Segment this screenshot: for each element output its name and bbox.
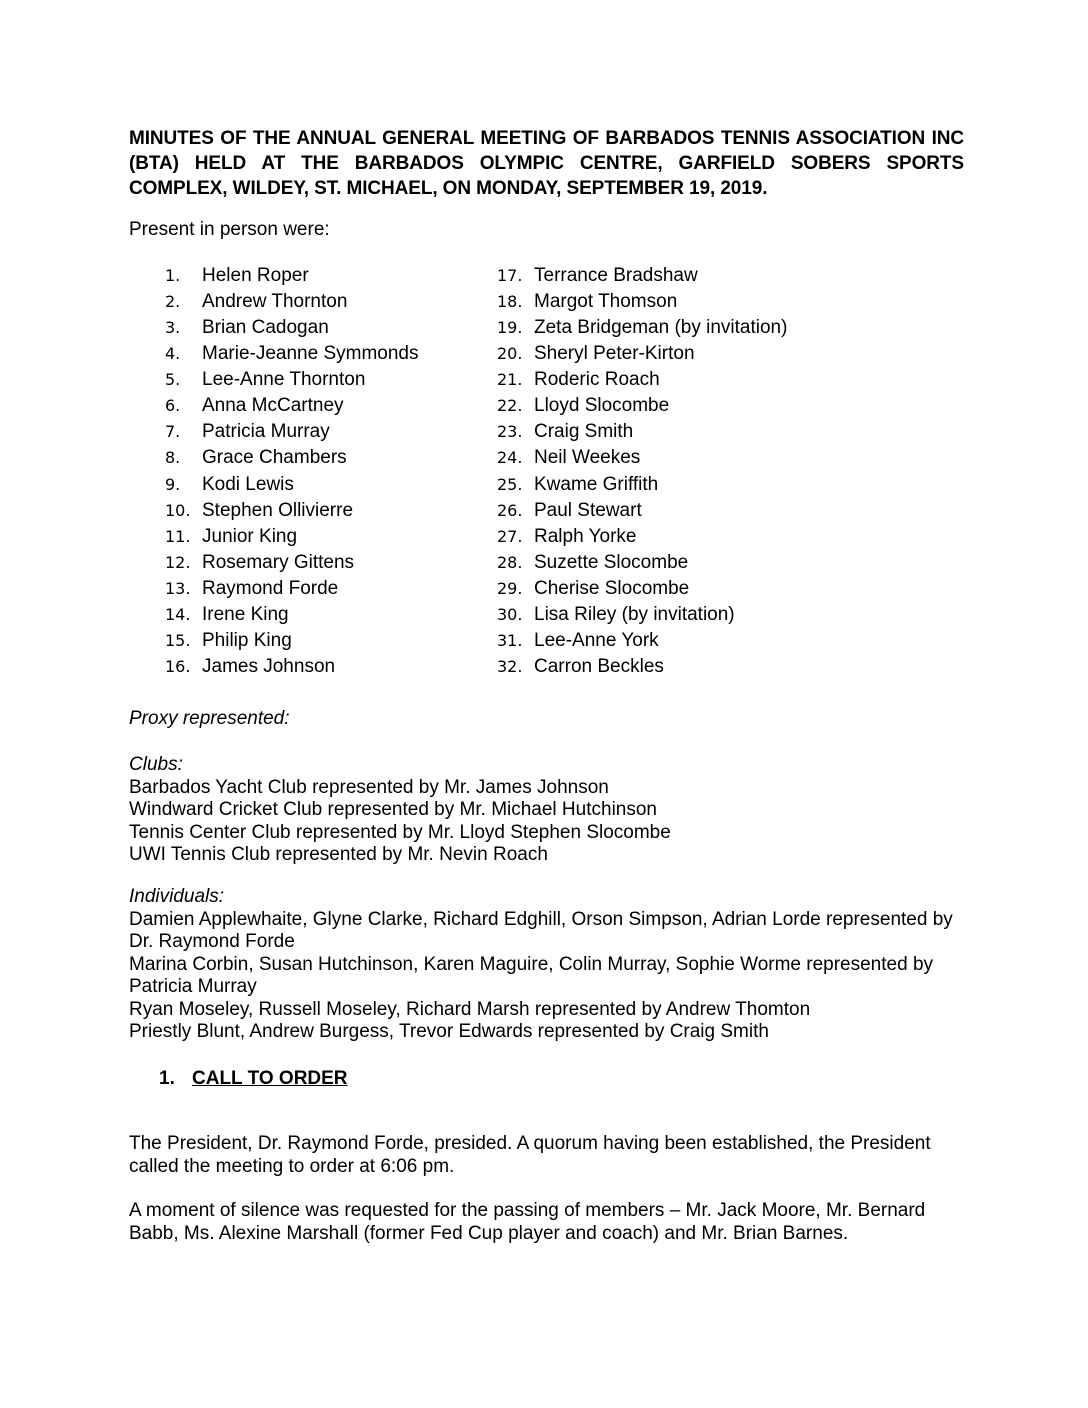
list-item [165,264,418,290]
list-item [497,368,787,394]
list-item [165,577,418,603]
clubs-section [129,754,969,867]
individual-proxy-line: Priestly Blunt, Andrew Burgess, Trevor Edwards represented by Craig Smith [129,1021,769,1042]
list-item [165,525,418,551]
section-heading-call-to-order [159,1068,348,1090]
attendee-name: Kodi Lewis [202,473,294,495]
list-number: 13. [165,578,191,598]
attendee-name: Stephen Ollivierre [202,499,354,521]
attendee-name: Marie-Jeanne Symmonds [202,343,419,365]
list-item [497,420,787,446]
list-number: 18. [497,292,523,312]
club-line: Tennis Center Club represented by Mr. Lloyd Stephen Slocombe [129,821,671,843]
attendee-name: Neil Weekes [534,447,641,469]
attendee-name: Lee-Anne York [534,629,659,651]
individual-proxy-line: Ryan Moseley, Russell Moseley, Richard Marsh represented by Andrew Thomton [129,998,811,1020]
list-item [165,655,418,681]
individual-proxy-line: Damien Applewhaite, Glyne Clarke, Richard Edghill, Orson Simpson, Adrian Lorde represented by Dr. Raymond Forde [129,908,953,952]
attendee-list-column-2 [497,264,787,681]
list-number: 3. [165,318,181,338]
list-item [165,603,418,629]
club-line: UWI Tennis Club represented by Mr. Nevin Roach [129,844,548,865]
list-number: 2. [165,292,181,312]
attendee-name: Carron Beckles [534,655,664,677]
list-item [497,499,787,525]
list-item [497,603,787,629]
list-number: 15. [165,630,191,650]
club-line: Barbados Yacht Club represented by Mr. James Johnson [129,776,609,798]
list-number: 7. [165,422,181,442]
list-item [165,551,418,577]
list-number: 21. [497,370,523,390]
list-number: 26. [497,500,523,520]
list-number: 23. [497,422,523,442]
list-number: 10. [165,500,191,520]
list-number: 24. [497,448,523,468]
attendee-name: Junior King [202,525,298,547]
clubs-heading: Clubs: [129,754,183,775]
attendee-name: Philip King [202,629,292,651]
attendee-name: Anna McCartney [202,395,344,417]
attendee-name: Helen Roper [202,265,309,286]
attendee-name: Terrance Bradshaw [534,265,698,286]
list-item [497,446,787,472]
list-item [165,394,418,420]
list-item [497,264,787,290]
list-number: 27. [497,526,523,546]
attendee-name: Lloyd Slocombe [534,395,670,417]
present-label: Present in person were: [129,219,330,240]
attendee-name: Ralph Yorke [534,525,637,547]
list-item [165,473,418,499]
attendee-name: James Johnson [202,655,336,677]
attendee-name: Cherise Slocombe [534,577,690,599]
club-line: Windward Cricket Club represented by Mr. Michael Hutchinson [129,799,657,820]
attendee-name: Sheryl Peter-Kirton [534,343,695,365]
attendee-name: Grace Chambers [202,447,347,469]
individuals-heading: Individuals: [129,886,225,907]
list-number: 5. [165,370,181,390]
attendee-name: Paul Stewart [534,499,642,521]
section-title: CALL TO ORDER [192,1068,348,1089]
list-number: 14. [165,604,191,624]
list-number: 12. [165,552,191,572]
list-number: 8. [165,448,181,468]
list-item [165,629,418,655]
list-number: 32. [497,656,523,676]
list-item [497,394,787,420]
attendee-name: Lisa Riley (by invitation) [534,603,735,625]
list-item [497,473,787,499]
list-item [497,655,787,681]
attendee-name: Irene King [202,603,289,625]
paragraph-moment-of-silence: A moment of silence was requested for the passing of members – Mr. Jack Moore, Mr. Bernard Babb, Ms. Alexine Marshall (former Fed Cup player and coach) and Mr. Brian Barnes. [129,1200,926,1244]
list-number: 29. [497,578,523,598]
section-number: 1. [159,1068,175,1089]
list-item [497,525,787,551]
list-number: 17. [497,266,523,285]
list-item [165,420,418,446]
list-number: 19. [497,318,523,338]
attendee-name: Raymond Forde [202,577,339,599]
list-number: 6. [165,396,181,416]
list-number: 11. [165,526,191,546]
list-item [497,577,787,603]
attendee-name: Zeta Bridgeman (by invitation) [534,317,788,339]
attendee-name: Lee-Anne Thornton [202,369,366,391]
attendee-name: Margot Thomson [534,291,678,313]
attendee-name: Suzette Slocombe [534,551,689,573]
attendee-list-column-1 [165,264,418,681]
list-number: 9. [165,474,181,494]
list-number: 31. [497,630,523,650]
attendee-name: Roderic Roach [534,369,660,391]
list-item [165,290,418,316]
proxy-label: Proxy represented: [129,708,290,729]
list-item [165,342,418,368]
list-item [497,342,787,368]
list-item [497,290,787,316]
document-title: MINUTES OF THE ANNUAL GENERAL MEETING OF BARBADOS TENNIS ASSOCIATION INC (BTA) HELD AT THE BARBADOS OLYMPIC CENTRE, GARFIELD SOBERS SPORTS COMPLEX, WILDEY, ST. MICHAEL, ON MONDAY, SEPTEMBER 19, 2019. [129,128,964,199]
list-item [497,629,787,655]
list-number: 22. [497,396,523,416]
list-item [165,499,418,525]
attendee-name: Brian Cadogan [202,317,329,339]
list-number: 30. [497,604,523,624]
attendee-name: Kwame Griffith [534,473,659,495]
list-number: 28. [497,552,523,572]
list-number: 20. [497,344,523,364]
list-item [497,551,787,577]
individual-proxy-line: Marina Corbin, Susan Hutchinson, Karen Maguire, Colin Murray, Sophie Worme represented by Patricia Murray [129,953,934,997]
attendee-name: Patricia Murray [202,421,330,443]
list-number: 16. [165,656,191,676]
list-item [165,316,418,342]
attendee-name: Craig Smith [534,421,634,443]
attendee-name: Andrew Thornton [202,291,348,313]
attendee-name: Rosemary Gittens [202,551,355,573]
paragraph-call-to-order: The President, Dr. Raymond Forde, presided. A quorum having been established, the President called the meeting to order at 6:06 pm. [129,1133,931,1177]
list-number: 1. [165,266,181,285]
list-item [497,316,787,342]
list-item [165,368,418,394]
list-number: 4. [165,344,181,364]
list-number: 25. [497,474,523,494]
list-item [165,446,418,472]
individuals-section [129,886,969,1044]
